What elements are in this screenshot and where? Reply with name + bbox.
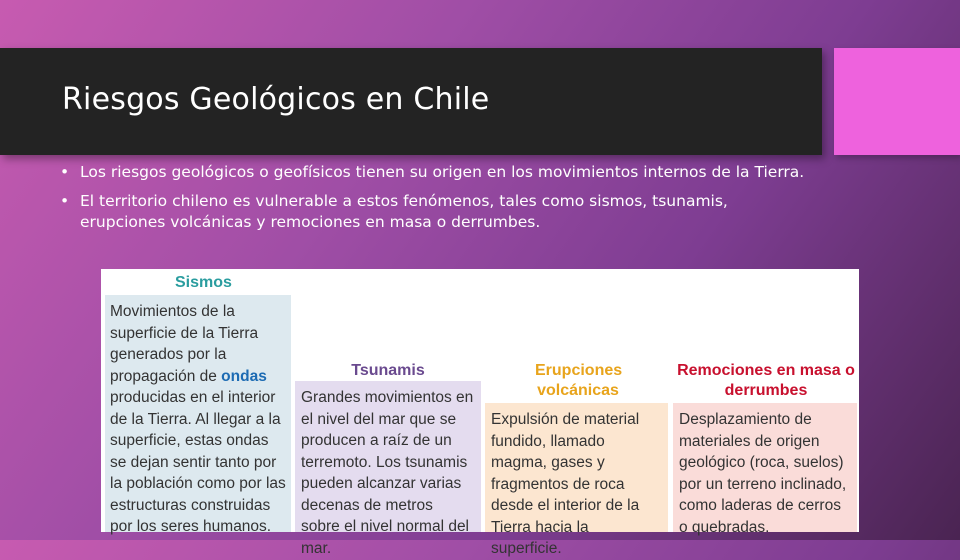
bullet-text: Los riesgos geológicos o geofísicos tienen su origen en los movimientos internos de la Tierra. [80, 163, 805, 181]
remociones-description: Desplazamiento de materiales de origen geológico (roca, suelos) por un terreno inclinado, como laderas de cerros o quebradas. [673, 403, 857, 532]
risk-types-figure [101, 269, 859, 557]
bullet-icon: • [60, 192, 70, 210]
bullet-list [60, 162, 810, 241]
sismos-heading: Sismos [175, 274, 232, 291]
bullet-text: El territorio chileno es vulnerable a estos fenómenos, tales como sismos, tsunamis, erupciones volcánicas y remociones en masa o derrumbes. [80, 192, 728, 231]
sismos-text-after: producidas en el interior de la Tierra. Al llegar a la superficie, estas ondas se dejan sentir tanto por la población como por las estructuras construidas por los seres humanos. [110, 389, 286, 535]
remociones-heading: Remociones en masa o derrumbes [677, 362, 855, 399]
tsunamis-description: Grandes movimientos en el nivel del mar que se producen a raíz de un terremoto. Los tsunamis pueden alcanzar varias decenas de metros sobre el nivel normal del mar. [295, 381, 481, 532]
sismos-highlight: ondas [221, 367, 267, 385]
accent-square [834, 48, 960, 155]
slide-title: Riesgos Geológicos en Chile [62, 82, 490, 117]
bullet-item [60, 162, 810, 183]
tsunamis-heading: Tsunamis [351, 362, 425, 379]
erupciones-description: Expulsión de material fundido, llamado magma, gases y fragmentos de roca desde el interior de la Tierra hacia la superficie. [485, 403, 668, 532]
bullet-icon: • [60, 163, 70, 181]
sismos-text-before: Movimientos de la superficie de la Tierra generados por la propagación de [110, 303, 259, 385]
bullet-item [60, 191, 810, 233]
sismos-description [105, 295, 291, 535]
erupciones-heading: Erupciones volcánicas [535, 362, 623, 399]
